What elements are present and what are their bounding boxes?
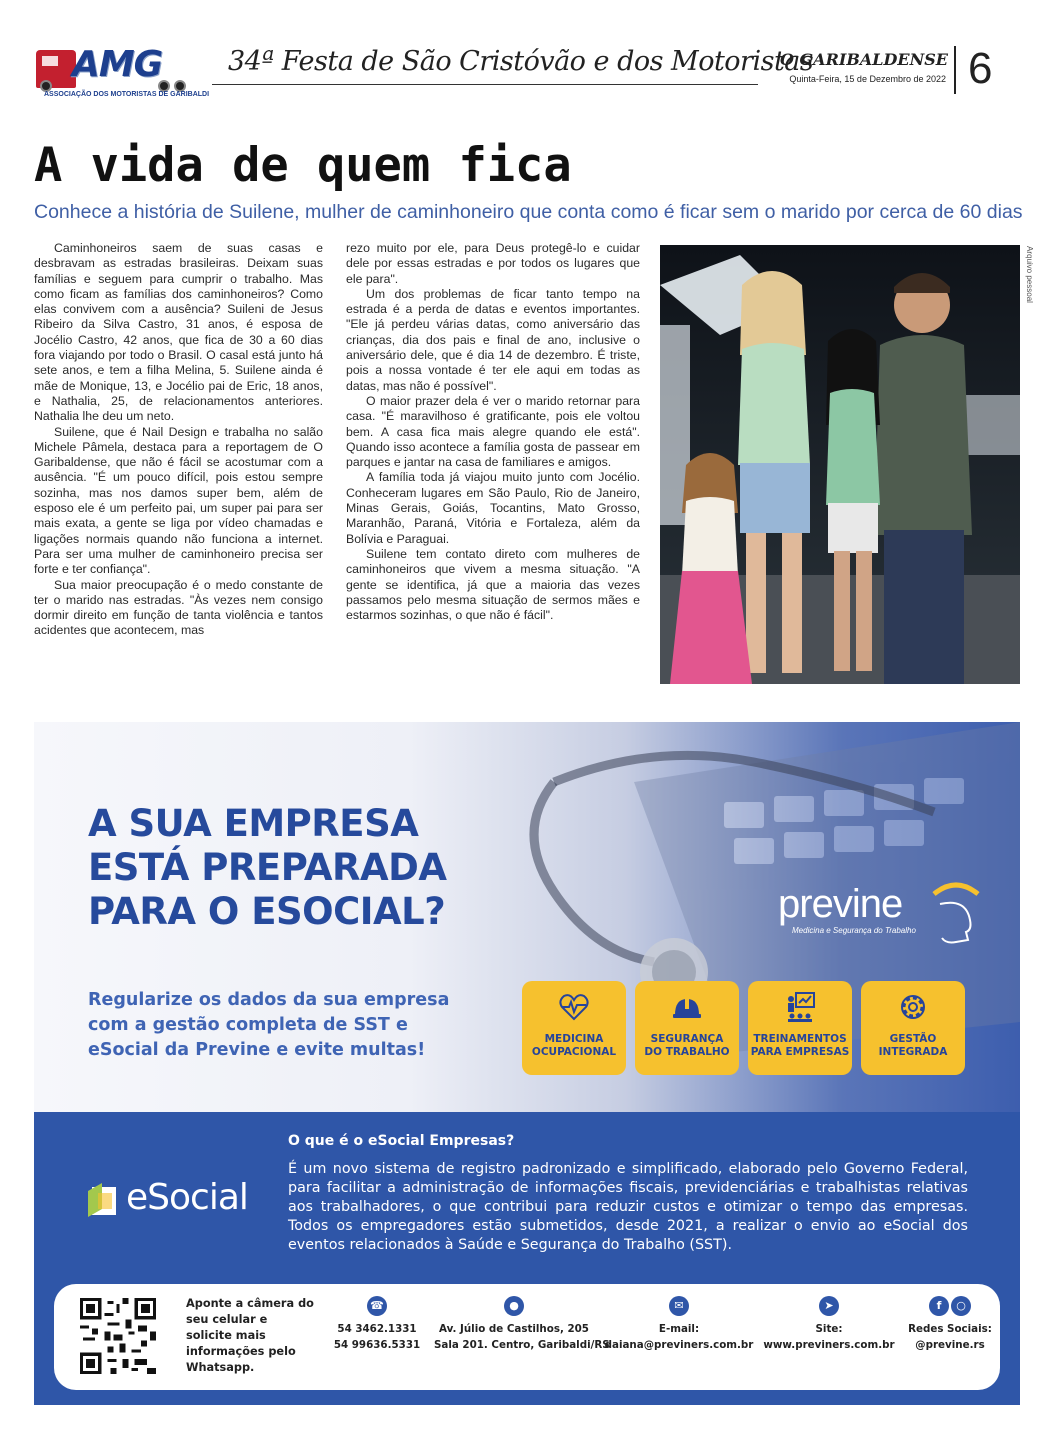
article-column-2	[346, 241, 640, 623]
envelope-icon: ✉	[669, 1296, 689, 1316]
ad-headline-line: A SUA EMPRESA	[88, 802, 419, 845]
phone-icon: ☎	[367, 1296, 387, 1316]
location-pin-icon: ●	[504, 1296, 524, 1316]
page-divider	[954, 46, 956, 94]
social-icons	[927, 1296, 973, 1316]
paragraph: Suilene tem contato direto com mulheres de caminhoneiros que vivem a mesma situação. "A gente se identifica, já que a maioria das vezes passamos pelo mesma situação de sermos mães e estarmos sozinhas, o que não é fácil".	[346, 546, 640, 623]
ad-headline	[88, 802, 447, 934]
previne-advertisement	[34, 722, 1020, 1405]
head-profile-icon	[926, 880, 986, 950]
training-icon	[784, 991, 816, 1023]
newspaper-name: O GARIBALDENSE	[780, 50, 948, 69]
header-rule	[212, 84, 758, 85]
social-label: Redes Sociais:	[908, 1323, 992, 1335]
service-treinamentos	[748, 981, 852, 1075]
social-handle[interactable]: @previne.rs	[915, 1338, 985, 1351]
publication-date: Quinta-Feira, 15 de Dezembro de 2022	[789, 74, 946, 84]
paragraph: rezo muito por ele, para Deus protegê-lo e cuidar dele por essas estradas e por todos os lugares que ele para".	[346, 241, 640, 286]
ad-headline-line: ESTÁ PREPARADA	[88, 846, 447, 889]
contact-social	[900, 1296, 1000, 1353]
service-label: SEGURANÇA DO TRABALHO	[644, 1033, 730, 1058]
article-subheadline: Conhece a história de Suilene, mulher de caminhoneiro que conta como é ficar sem o marido por cerca de 60 dias	[34, 201, 1023, 223]
instagram-icon[interactable]: ○	[951, 1296, 971, 1316]
family-photo	[660, 245, 1020, 684]
site-link[interactable]: www.previners.com.br	[763, 1338, 895, 1351]
contact-bar	[54, 1284, 1000, 1390]
previne-logo	[778, 882, 978, 966]
photo-credit: Arquivo pessoal	[1025, 246, 1034, 303]
service-label: MEDICINA OCUPACIONAL	[531, 1033, 617, 1058]
contact-site	[754, 1296, 904, 1353]
paragraph: Suilene, que é Nail Design e trabalha no salão Michele Pâmela, destaca para a reportagem de O Garibaldense, que não é fácil se acostumar com a ausência. "É um pouco difícil, pois estou sempre sozinha, mas nos damos super bem, além de esposo ele é um perfeito pai, um super pai para ser mais exata, a gente se liga por vídeo chamadas e ligações normais quando não funciona a internet. Para ser uma mulher de caminhoneiro precisa ser forte e ter confiança".	[34, 424, 323, 577]
phone-number[interactable]: 54 3462.1331	[337, 1323, 417, 1335]
address-line: Av. Júlio de Castilhos, 205	[439, 1323, 589, 1335]
page-header	[0, 0, 1058, 110]
heartbeat-icon	[558, 991, 590, 1023]
paragraph: A família toda já viajou muito junto com Jocélio. Conheceram lugares em São Paulo, Rio de Janeiro, Minas Gerais, Goiás, Tocantins, Mato Grosso, Maranhão, Paraná, Vitória e Fortaleza, além da Bolívia e Paraguai.	[346, 470, 640, 546]
previne-tagline: Medicina e Segurança do Trabalho	[792, 926, 916, 935]
paragraph: O maior prazer dela é ver o marido retornar para casa. "É maravilhoso é gratificante, pois ele voltou bem. A casa fica mais alegre quando ele está". Quando isso acontece a família gosta de passear em parques e jantar na casa de familiares e amigos.	[346, 393, 640, 470]
logo-text: AMG	[72, 44, 163, 85]
service-medicina-ocupacional	[522, 981, 626, 1075]
family-photo-illustration	[660, 245, 1020, 684]
contact-email	[604, 1296, 754, 1353]
gear-icon	[897, 991, 929, 1023]
article-column-1	[34, 241, 323, 639]
esocial-description: É um novo sistema de registro padronizado e simplificado, elaborado pelo Governo Federal, para facilitar a administração de informações fiscais, previdenciárias e trabalhistas relativas aos trabalhadores, o que contribui para reduzir custos e otimizar o tempo das empresas. Todos os empregadores estão submetidos, desde 2021, a realizar o envio ao eSocial dos eventos relacionados à Saúde e Segurança do Trabalho (SST).	[288, 1161, 968, 1253]
email-link[interactable]: daiana@previners.com.br	[604, 1338, 754, 1351]
paragraph: Sua maior preocupação é o medo constante de ter o marido nas estradas. "Às vezes nem consigo dormir direito em função de tanta violência e tantos acidentes que acontecem, mas	[34, 577, 323, 638]
logo-subtitle: ASSOCIAÇÃO DOS MOTORISTAS DE GARIBALDI	[44, 91, 210, 98]
page-number: 6	[968, 44, 993, 93]
cursor-icon: ➤	[819, 1296, 839, 1316]
paragraph: Caminhoneiros saem de suas casas e desbravam as estradas brasileiras. Deixam suas famílias e seguem para cumprir o trabalho. Mas como ficam as famílias dos caminhoneiros? Como elas convivem com a ausência? Suileni de Jesus Ribeiro da Silva Castro, 31 anos, é esposa de Jocélio Castro, 42 anos, que fica de 30 a 60 dias fora viajando por todo o Brasil. O casal está junto há sete anos, e tem a filha Melina, 5. Suilene ainda é mãe de Monique, 13, e Jocélio pai de Eric, 18 anos, e Nathalia, 25, de relacionamentos anteriores. Nathalia lhe deu um neto.	[34, 241, 323, 424]
service-label: TREINAMENTOS PARA EMPRESAS	[750, 1033, 850, 1058]
article-headline: A vida de quem fica	[34, 138, 572, 193]
email-label: E-mail:	[658, 1323, 700, 1335]
facebook-icon[interactable]: f	[929, 1296, 949, 1316]
service-label: GESTÃO INTEGRADA	[878, 1033, 948, 1058]
esocial-logo	[88, 1177, 268, 1227]
phone-number[interactable]: 54 99636.5331	[333, 1338, 421, 1351]
amg-logo	[36, 44, 210, 100]
esocial-mark-icon	[88, 1183, 118, 1217]
contact-phone	[312, 1296, 442, 1353]
paragraph: Um dos problemas de ficar tanto tempo na estrada é a perda de datas e eventos importantes. "Ele já perdeu várias datas, como aniversário das crianças, dia dos pais e final de ano, inclusive o aniversário dele, que é dia 14 de dezembro. É triste, pois a nossa vontade é ter ele aqui em todas as datas, mas não é possível".	[346, 286, 640, 393]
event-title: 34ª Festa de São Cristóvão e dos Motoristas	[228, 46, 814, 77]
site-label: Site:	[815, 1323, 843, 1335]
qr-code[interactable]	[80, 1298, 156, 1374]
address-line: Sala 201. Centro, Garibaldi/RS	[434, 1338, 610, 1351]
esocial-wordmark: eSocial	[126, 1177, 248, 1218]
previne-wordmark: previne	[778, 882, 903, 926]
ad-subtext: Regularize os dados da sua empresa com a gestão completa de SST e eSocial da Previne e evite multas!	[88, 990, 450, 1060]
qr-instructions: Aponte a câmera do seu celular e solicite mais informações pelo Whatsapp.	[186, 1297, 314, 1374]
esocial-question: O que é o eSocial Empresas?	[288, 1133, 515, 1149]
hardhat-icon	[671, 991, 703, 1023]
ad-headline-line: PARA O ESOCIAL?	[88, 890, 446, 933]
service-seguranca-do-trabalho	[635, 981, 739, 1075]
service-gestao-integrada	[861, 981, 965, 1075]
contact-address	[434, 1296, 610, 1353]
